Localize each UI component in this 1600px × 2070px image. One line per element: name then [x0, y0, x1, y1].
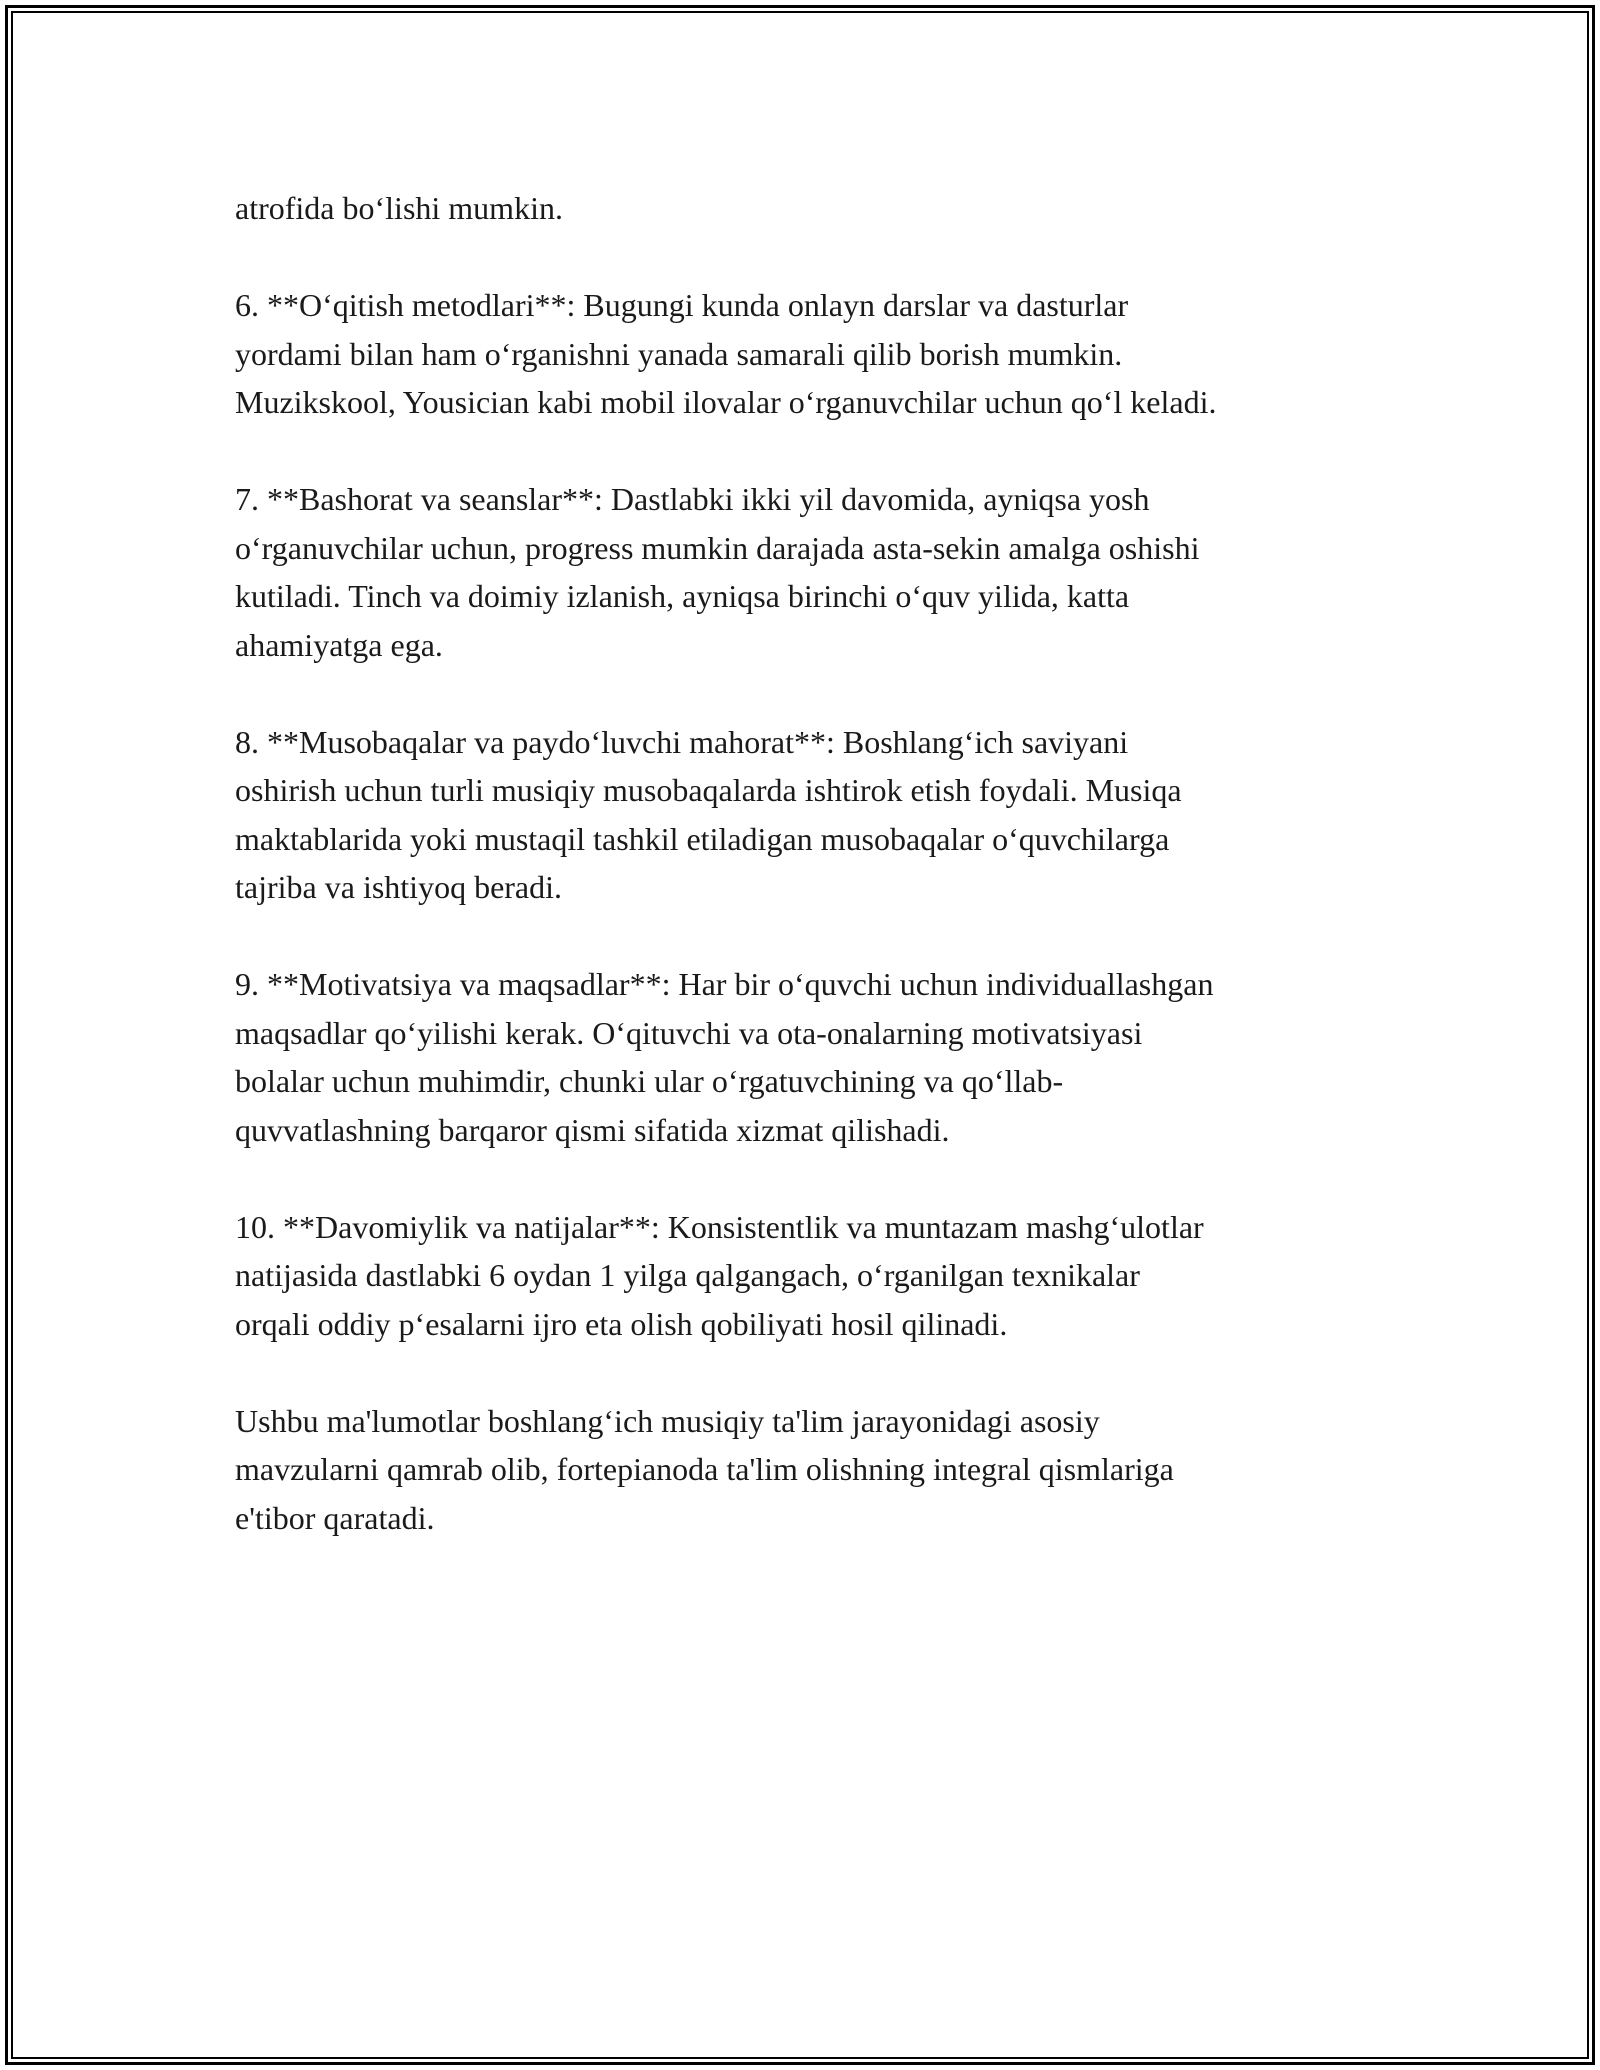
text-line: Muzikskool, Yousician kabi mobil ilovalar o‘rganuvchilar uchun qo‘l keladi. [235, 384, 1217, 420]
text-line: atrofida bo‘lishi mumkin. [235, 190, 563, 226]
paragraph-conclusion [235, 1397, 1385, 1543]
text-line: oshirish uchun turli musiqiy musobaqalarda ishtirok etish foydali. Musiqa [235, 772, 1182, 808]
text-line: bolalar uchun muhimdir, chunki ular o‘rgatuvchining va qo‘llab- [235, 1063, 1064, 1099]
text-line: 10. **Davomiylik va natijalar**: Konsistentlik va muntazam mashg‘ulotlar [235, 1208, 1204, 1245]
text-line: mavzularni qamrab olib, fortepianoda ta'lim olishning integral qismlariga [235, 1451, 1174, 1487]
text-line: kutiladi. Tinch va doimiy izlanish, ayniqsa birinchi o‘quv yilida, katta [235, 578, 1130, 614]
text-line: maqsadlar qo‘yilishi kerak. O‘qituvchi va ota-onalarning motivatsiyasi [235, 1014, 1143, 1051]
paragraph-gap [235, 1348, 1385, 1397]
text-line: 8. **Musobaqalar va paydo‘luvchi mahorat**: Boshlang‘ich saviyani [235, 723, 1129, 760]
paragraph-gap [235, 1154, 1385, 1203]
paragraph-gap [235, 233, 1385, 282]
text-line: tajriba va ishtiyoq beradi. [235, 869, 563, 905]
text-line: maktablarida yoki mustaqil tashkil etiladigan musobaqalar o‘quvchilarga [235, 820, 1170, 857]
document-body [235, 184, 1385, 1542]
paragraph-item-8 [235, 718, 1385, 912]
text-line: ahamiyatga ega. [235, 626, 443, 663]
paragraph-continuation [235, 184, 1385, 233]
paragraph-item-10 [235, 1203, 1385, 1349]
text-line: e'tibor qaratadi. [235, 1499, 435, 1536]
text-line: o‘rganuvchilar uchun, progress mumkin darajada asta-sekin amalga oshishi [235, 529, 1200, 566]
text-line: 7. **Bashorat va seanslar**: Dastlabki ikki yil davomida, ayniqsa yosh [235, 481, 1150, 517]
paragraph-gap [235, 669, 1385, 718]
text-line: natijasida dastlabki 6 oydan 1 yilga qalgangach, o‘rganilgan texnikalar [235, 1257, 1140, 1293]
paragraph-gap [235, 427, 1385, 476]
text-line: Ushbu ma'lumotlar boshlang‘ich musiqiy ta'lim jarayonidagi asosiy [235, 1402, 1100, 1439]
text-line: orqali oddiy p‘esalarni ijro eta olish qobiliyati hosil qilinadi. [235, 1305, 1008, 1342]
text-line: 9. **Motivatsiya va maqsadlar**: Har bir o‘quvchi uchun individuallashgan [235, 966, 1214, 1002]
paragraph-item-6 [235, 281, 1385, 427]
paragraph-gap [235, 912, 1385, 961]
paragraph-item-9 [235, 960, 1385, 1154]
text-line: quvvatlashning barqaror qismi sifatida xizmat qilishadi. [235, 1111, 950, 1148]
text-line: 6. **O‘qitish metodlari**: Bugungi kunda onlayn darslar va dasturlar [235, 287, 1129, 323]
text-line: yordami bilan ham o‘rganishni yanada samarali qilib borish mumkin. [235, 335, 1123, 372]
paragraph-item-7 [235, 475, 1385, 669]
